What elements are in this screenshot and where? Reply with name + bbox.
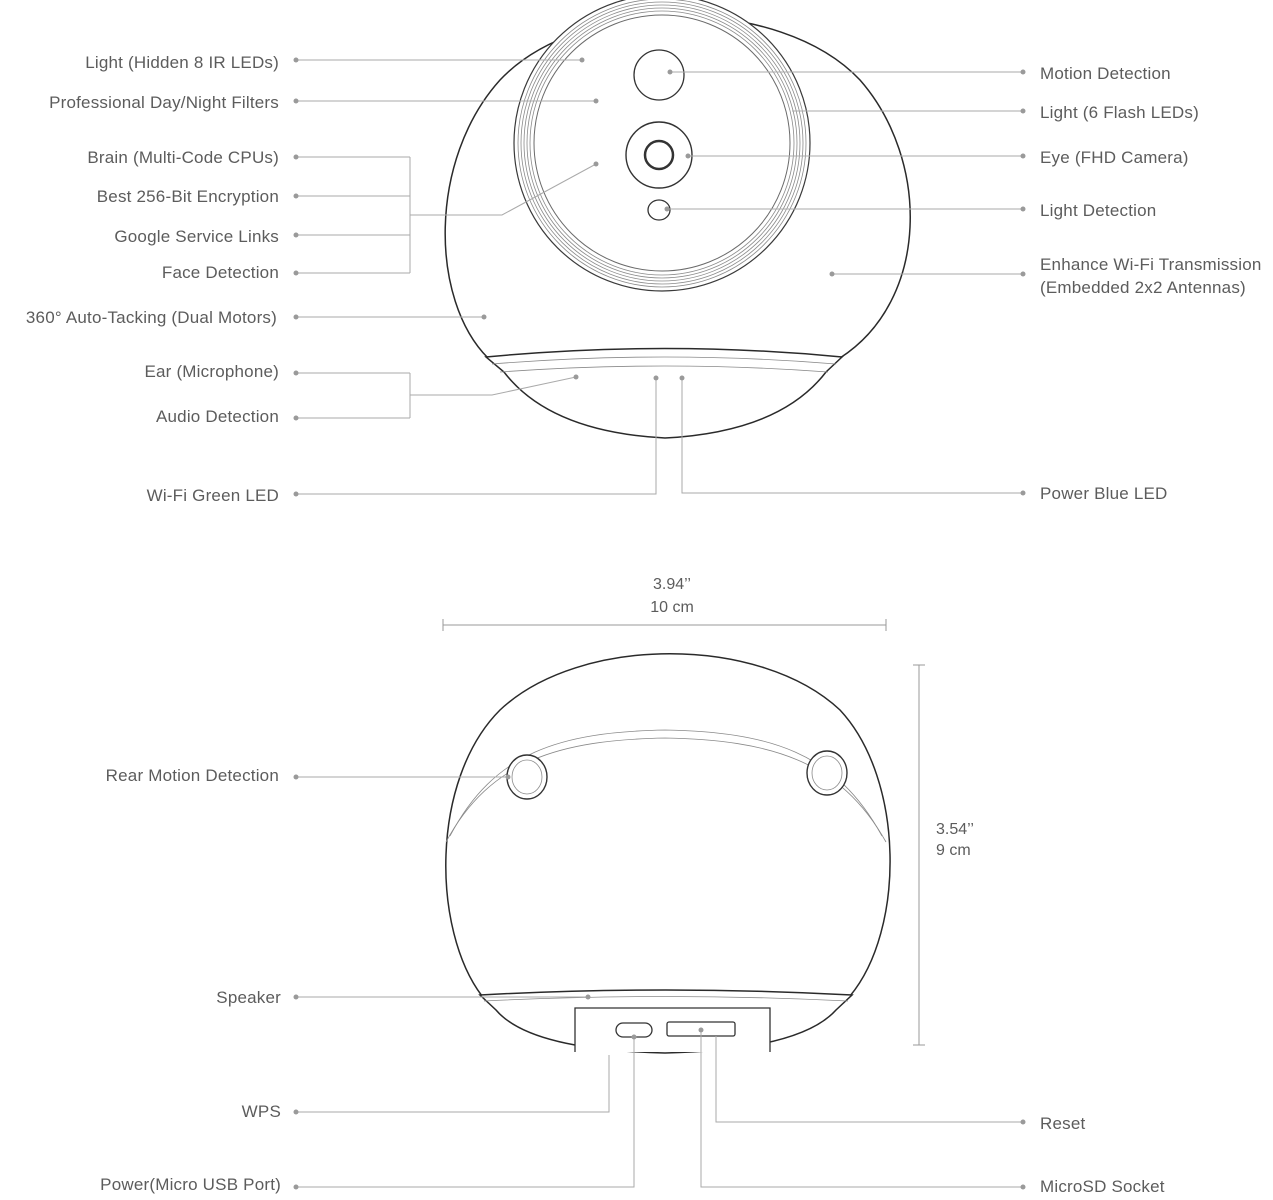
rear-sphere-body xyxy=(446,654,890,996)
label-face-detection: Face Detection xyxy=(161,263,279,282)
width-inches: 3.94’’ xyxy=(653,576,691,593)
height-inches: 3.54’’ xyxy=(936,821,974,838)
rear-motion-sensor-left xyxy=(507,755,547,799)
front-right-labels xyxy=(1040,64,1262,503)
label-audio-detection: Audio Detection xyxy=(155,407,279,426)
label-flash-leds: Light (6 Flash LEDs) xyxy=(1040,103,1199,122)
label-fhd-camera: Eye (FHD Camera) xyxy=(1040,148,1189,167)
rear-motion-sensor-right xyxy=(807,751,847,795)
width-dimension xyxy=(443,576,886,631)
label-wifi-transmission: Enhance Wi-Fi Transmission xyxy=(1040,255,1262,274)
height-dimension xyxy=(913,665,974,1045)
label-power-usb: Power(Micro USB Port) xyxy=(100,1175,281,1194)
label-microsd-socket: MicroSD Socket xyxy=(1040,1177,1165,1196)
front-base xyxy=(486,349,842,439)
rear-view-camera xyxy=(446,654,890,1053)
label-auto-tracking: 360° Auto-Tacking (Dual Motors) xyxy=(25,308,277,327)
label-wps: WPS xyxy=(241,1102,281,1121)
label-power-blue-led: Power Blue LED xyxy=(1040,484,1168,503)
label-motion-detection: Motion Detection xyxy=(1040,64,1171,83)
label-google-service: Google Service Links xyxy=(114,227,279,246)
width-cm: 10 cm xyxy=(650,599,694,616)
label-wifi-green-led: Wi-Fi Green LED xyxy=(146,486,279,505)
motion-sensor xyxy=(634,50,684,100)
label-day-night-filters: Professional Day/Night Filters xyxy=(49,93,279,112)
front-left-labels xyxy=(26,53,279,505)
label-light-detection: Light Detection xyxy=(1040,201,1157,220)
label-microphone: Ear (Microphone) xyxy=(144,362,279,381)
label-brain-cpus: Brain (Multi-Code CPUs) xyxy=(87,148,279,167)
label-rear-motion-detection: Rear Motion Detection xyxy=(105,766,279,785)
label-speaker: Speaker xyxy=(216,988,281,1007)
label-encryption: Best 256-Bit Encryption xyxy=(96,187,279,206)
camera-eye-lens xyxy=(645,141,673,169)
label-antennas: (Embedded 2x2 Antennas) xyxy=(1040,278,1246,297)
label-reset: Reset xyxy=(1040,1114,1086,1133)
height-cm: 9 cm xyxy=(936,842,971,859)
front-view-camera xyxy=(445,0,910,438)
label-hidden-ir-leds: Light (Hidden 8 IR LEDs) xyxy=(85,53,279,72)
